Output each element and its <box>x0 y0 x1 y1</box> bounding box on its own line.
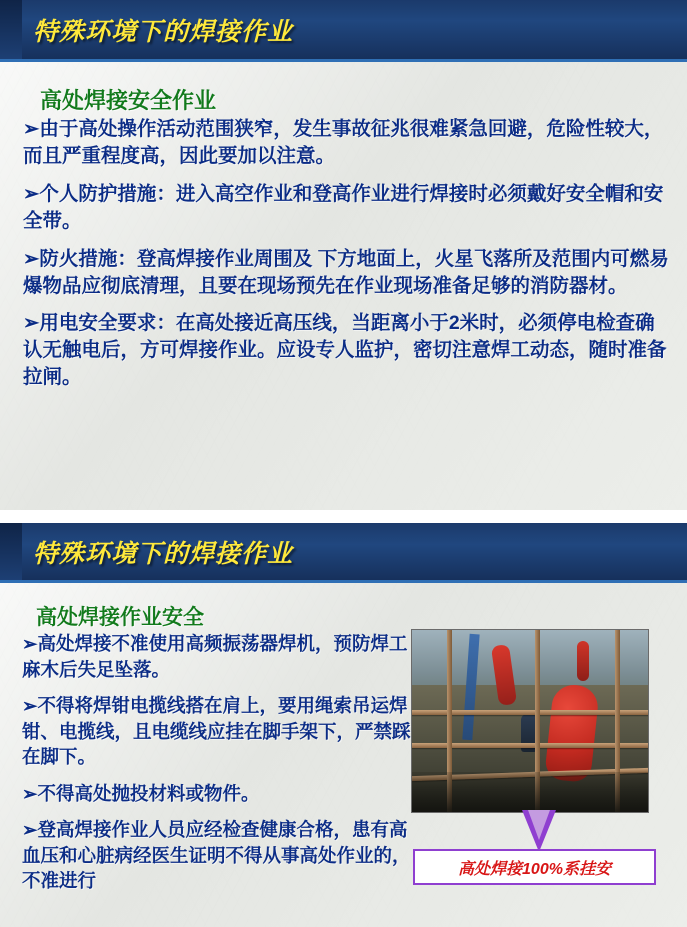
slide-1-body <box>23 116 671 402</box>
slide-2-bullet-3: ➢不得高处抛投材料或物件。 <box>22 782 260 804</box>
slide-2-title: 特殊环境下的焊接作业 <box>33 539 294 568</box>
photo-content <box>412 630 648 812</box>
title-accent-bar <box>0 0 22 59</box>
slide-1-bullet-3: ➢防火措施：登高焊接作业周围及 下方地面上，火星飞落所及范围内可燃易爆物品应彻底清理，且要在现场预先在作业现场准备足够的消防器材。 <box>23 247 669 297</box>
slide-1-title: 特殊环境下的焊接作业 <box>33 17 294 46</box>
callout-arrow-inner-icon <box>528 810 550 840</box>
slide-2-bullet-2: ➢不得将焊钳电揽线搭在肩上，要用绳索吊运焊钳、电揽线，且电缆线应挂在脚手架下，严禁踩在脚下。 <box>22 695 411 768</box>
slide-2-subheading: 高处焊接作业安全 <box>36 606 204 629</box>
slide-1-bullet-1: ➢由于高处操作活动范围狭窄，发生事故征兆很难紧急回避，危险性较大，而且严重程度高，因此要加以注意。 <box>23 118 664 167</box>
scaffold-welding-photo <box>411 629 649 813</box>
photo-red-element-c <box>577 641 589 681</box>
title-accent-bar <box>0 523 22 580</box>
slide-2-title-bar <box>0 523 687 583</box>
slide-divider <box>0 510 687 523</box>
slide-1-bullet-2: ➢个人防护措施：进入高空作业和登高作业进行焊接时必须戴好安全帽和安全带。 <box>23 182 664 232</box>
slide-1-bullet-4: ➢用电安全要求：在高处接近高压线，当距离小于2米时，必须停电检查确认无触电后，方可焊接作业。应设专人监护，密切注意焊工动态，随时准备拉闸。 <box>23 312 667 389</box>
slide-1-title-bar <box>0 0 687 62</box>
slide-2-body <box>22 631 422 905</box>
photo-caption-box <box>413 849 656 885</box>
slide-2-bullet-4: ➢登高焊接作业人员应经检查健康合格，患有高血压和心脏病经医生证明不得从事高处作业的，不准进行 <box>22 819 411 892</box>
slide-2 <box>0 523 687 927</box>
photo-shadow <box>412 772 648 812</box>
photo-caption-text: 高处焊接100%系挂安 <box>458 860 611 878</box>
slide-2-bullet-1: ➢高处焊接不准使用高频振荡器焊机，预防焊工麻木后失足坠落。 <box>22 633 408 680</box>
slide-1-subheading: 高处焊接安全作业 <box>40 88 217 113</box>
